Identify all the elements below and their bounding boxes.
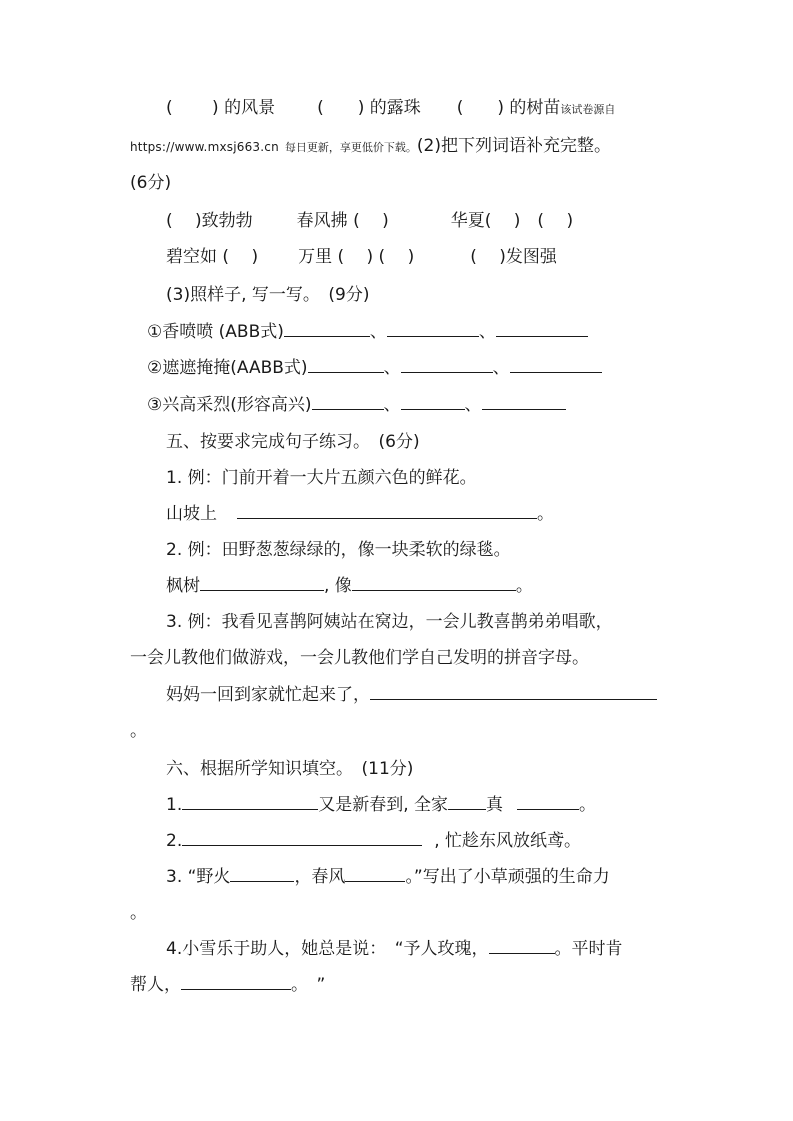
answer-blank[interactable] [200, 574, 324, 591]
idiom-3: 华夏( ) ( ) [450, 211, 574, 231]
answer-blank[interactable] [230, 865, 294, 882]
source-note: 该试卷源自 [560, 103, 616, 116]
item-abb-label: ①香喷喷 (ABB式) [147, 322, 284, 342]
answer-blank[interactable] [308, 356, 384, 373]
part2-title: (2)把下列词语补充完整。 [416, 136, 611, 156]
idioms-row-2 [166, 245, 557, 269]
source-url[interactable]: https://www.mxsj663.cn [130, 140, 279, 154]
answer-2-prefix: 枫树 [166, 576, 200, 596]
answer-2: 枫树 , 像 。 [166, 576, 533, 596]
blank-sapling: ( ) 的树苗 [456, 98, 561, 118]
answer-blank[interactable] [482, 393, 566, 410]
answer-blank[interactable] [496, 320, 588, 337]
answer-blank[interactable] [517, 793, 579, 810]
ad-text: 每日更新，享更低价下载。 [284, 141, 417, 154]
example-1: 1. 例：门前开着一大片五颜六色的鲜花。 [166, 468, 477, 488]
fill-4-line-2: 帮人， 。 ” [130, 975, 326, 995]
idiom-5: 万里 ( ) ( ) [298, 247, 415, 267]
answer-blank[interactable] [401, 356, 493, 373]
answer-blank[interactable] [182, 829, 422, 846]
answer-1-prefix: 山坡上 [166, 504, 217, 524]
answer-blank[interactable] [401, 393, 465, 410]
answer-blank[interactable] [182, 793, 318, 810]
idioms-row-1 [166, 209, 573, 233]
fill-1: 1. 又是新春到, 全家 真 。 [166, 795, 597, 815]
answer-blank[interactable] [387, 320, 479, 337]
answer-blank[interactable] [237, 502, 537, 519]
answer-blank[interactable] [312, 393, 384, 410]
answer-blank[interactable] [448, 793, 486, 810]
example-2: 2. 例：田野葱葱绿绿的，像一块柔软的绿毯。 [166, 540, 511, 560]
answer-blank[interactable] [181, 973, 291, 990]
item-aabb: ②遮遮掩掩(AABB式) 、 、 [147, 356, 602, 380]
answer-blank[interactable] [370, 683, 657, 700]
answer-3-end: 。 [130, 721, 147, 741]
section-5-title: 五、按要求完成句子练习。 (6分) [166, 432, 420, 452]
blank-dew: ( ) 的露珠 [317, 98, 421, 118]
answer-blank[interactable] [284, 320, 370, 337]
q4-line1 [166, 96, 615, 122]
item-aabb-label: ②遮遮掩掩(AABB式) [147, 358, 308, 378]
section-6-title: 六、根据所学知识填空。 (11分) [166, 759, 414, 779]
q4-line2 [130, 134, 611, 160]
blank-scenery: ( ) 的风景 [166, 98, 276, 118]
fill-2: 2. , 忙趁东风放纸鸢。 [166, 831, 582, 851]
answer-1: 山坡上 。 [166, 504, 554, 524]
idiom-6: ( )发图强 [470, 247, 557, 267]
answer-3-prefix: 妈妈一回到家就忙起来了， [166, 685, 370, 705]
part3-title: (3)照样子, 写一写。 (9分) [166, 285, 370, 305]
answer-blank[interactable] [345, 865, 405, 882]
fill-4: 4.小雪乐于助人，她总是说： “予人玫瑰， 。平时肯 [166, 939, 623, 959]
fill-3-end: 。 [130, 903, 147, 923]
answer-blank[interactable] [489, 937, 555, 954]
item-happy: ③兴高采烈(形容高兴) 、 、 [147, 393, 566, 417]
answer-3 [166, 683, 657, 707]
item-happy-label: ③兴高采烈(形容高兴) [147, 395, 312, 415]
item-abb: ①香喷喷 (ABB式) 、 、 [147, 320, 588, 344]
idiom-4: 碧空如 ( ) [166, 247, 259, 267]
example-3-line-2: 一会儿教他们做游戏，一会儿教他们学自己发明的拼音字母。 [130, 648, 589, 668]
fill-3: 3. “野火 ，春风 。”写出了小草顽强的生命力 [166, 867, 610, 887]
example-3-line-1: 3. 例：我看见喜鹊阿姨站在窝边，一会儿教喜鹊弟弟唱歌， [166, 612, 613, 632]
part2-score: (6分) [130, 173, 172, 193]
idiom-2: 春风拂 ( ) [296, 211, 389, 231]
idiom-1: ( )致勃勃 [166, 211, 253, 231]
answer-blank[interactable] [510, 356, 602, 373]
answer-blank[interactable] [352, 574, 516, 591]
